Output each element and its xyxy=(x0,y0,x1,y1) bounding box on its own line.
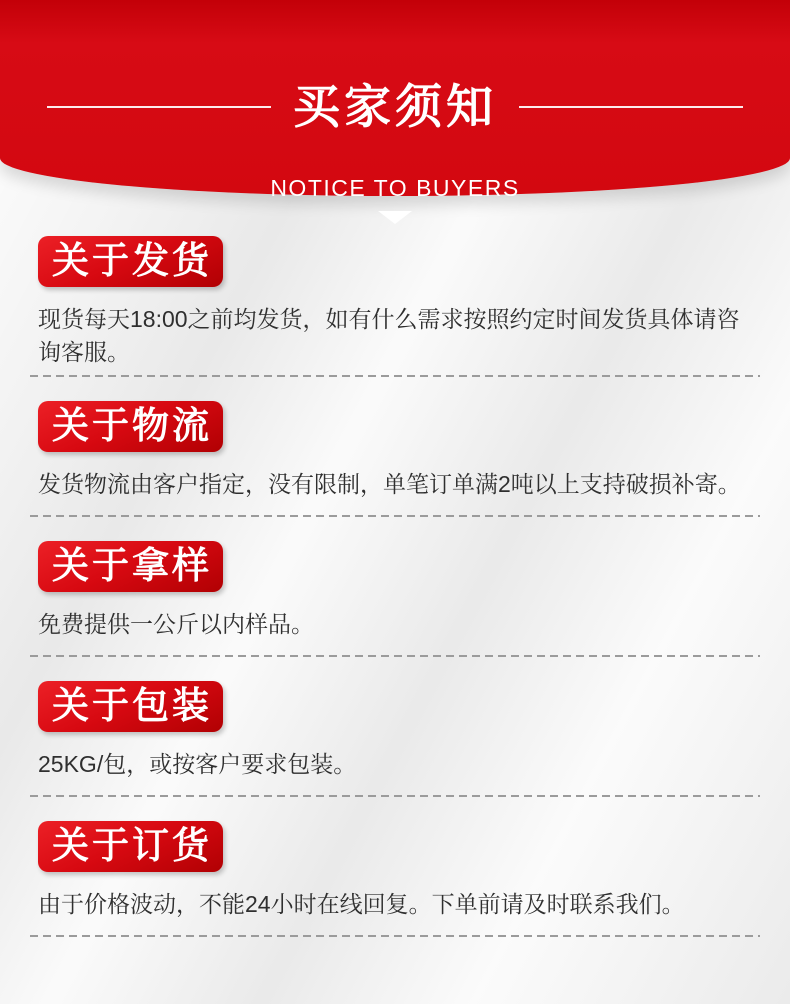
title-rule-right xyxy=(519,106,743,108)
notice-list xyxy=(0,236,790,937)
page-title: 买家须知 xyxy=(293,80,497,134)
section-samples xyxy=(30,541,760,657)
triangle-down-icon xyxy=(378,211,412,224)
section-ordering xyxy=(30,821,760,937)
section-logistics xyxy=(30,401,760,517)
dashed-divider xyxy=(30,795,760,797)
header-content xyxy=(0,0,790,224)
section-text-samples: 免费提供一公斤以内样品。 xyxy=(38,611,314,637)
title-row xyxy=(0,52,790,162)
section-badge-samples: 关于拿样 xyxy=(38,541,223,592)
section-badge-shipping: 关于发货 xyxy=(38,236,223,287)
section-badge-logistics: 关于物流 xyxy=(38,401,223,452)
section-text-shipping: 现货每天18:00之前均发货，如有什么需求按照约定时间发货具体请咨询客服。 xyxy=(38,306,740,365)
dashed-divider xyxy=(30,515,760,517)
section-packaging xyxy=(30,681,760,797)
dashed-divider xyxy=(30,375,760,377)
section-text-logistics: 发货物流由客户指定，没有限制，单笔订单满2吨以上支持破损补寄。 xyxy=(38,471,741,497)
section-badge-ordering: 关于订货 xyxy=(38,821,223,872)
section-text-packaging: 25KG/包，或按客户要求包装。 xyxy=(38,751,357,777)
section-badge-packaging: 关于包装 xyxy=(38,681,223,732)
dashed-divider xyxy=(30,655,760,657)
section-shipping xyxy=(30,236,760,377)
page-subtitle: NOTICE TO BUYERS xyxy=(270,174,520,201)
header-banner xyxy=(0,0,790,201)
title-rule-left xyxy=(47,106,271,108)
section-text-ordering: 由于价格波动，不能24小时在线回复。下单前请及时联系我们。 xyxy=(38,891,685,917)
dashed-divider xyxy=(30,935,760,937)
